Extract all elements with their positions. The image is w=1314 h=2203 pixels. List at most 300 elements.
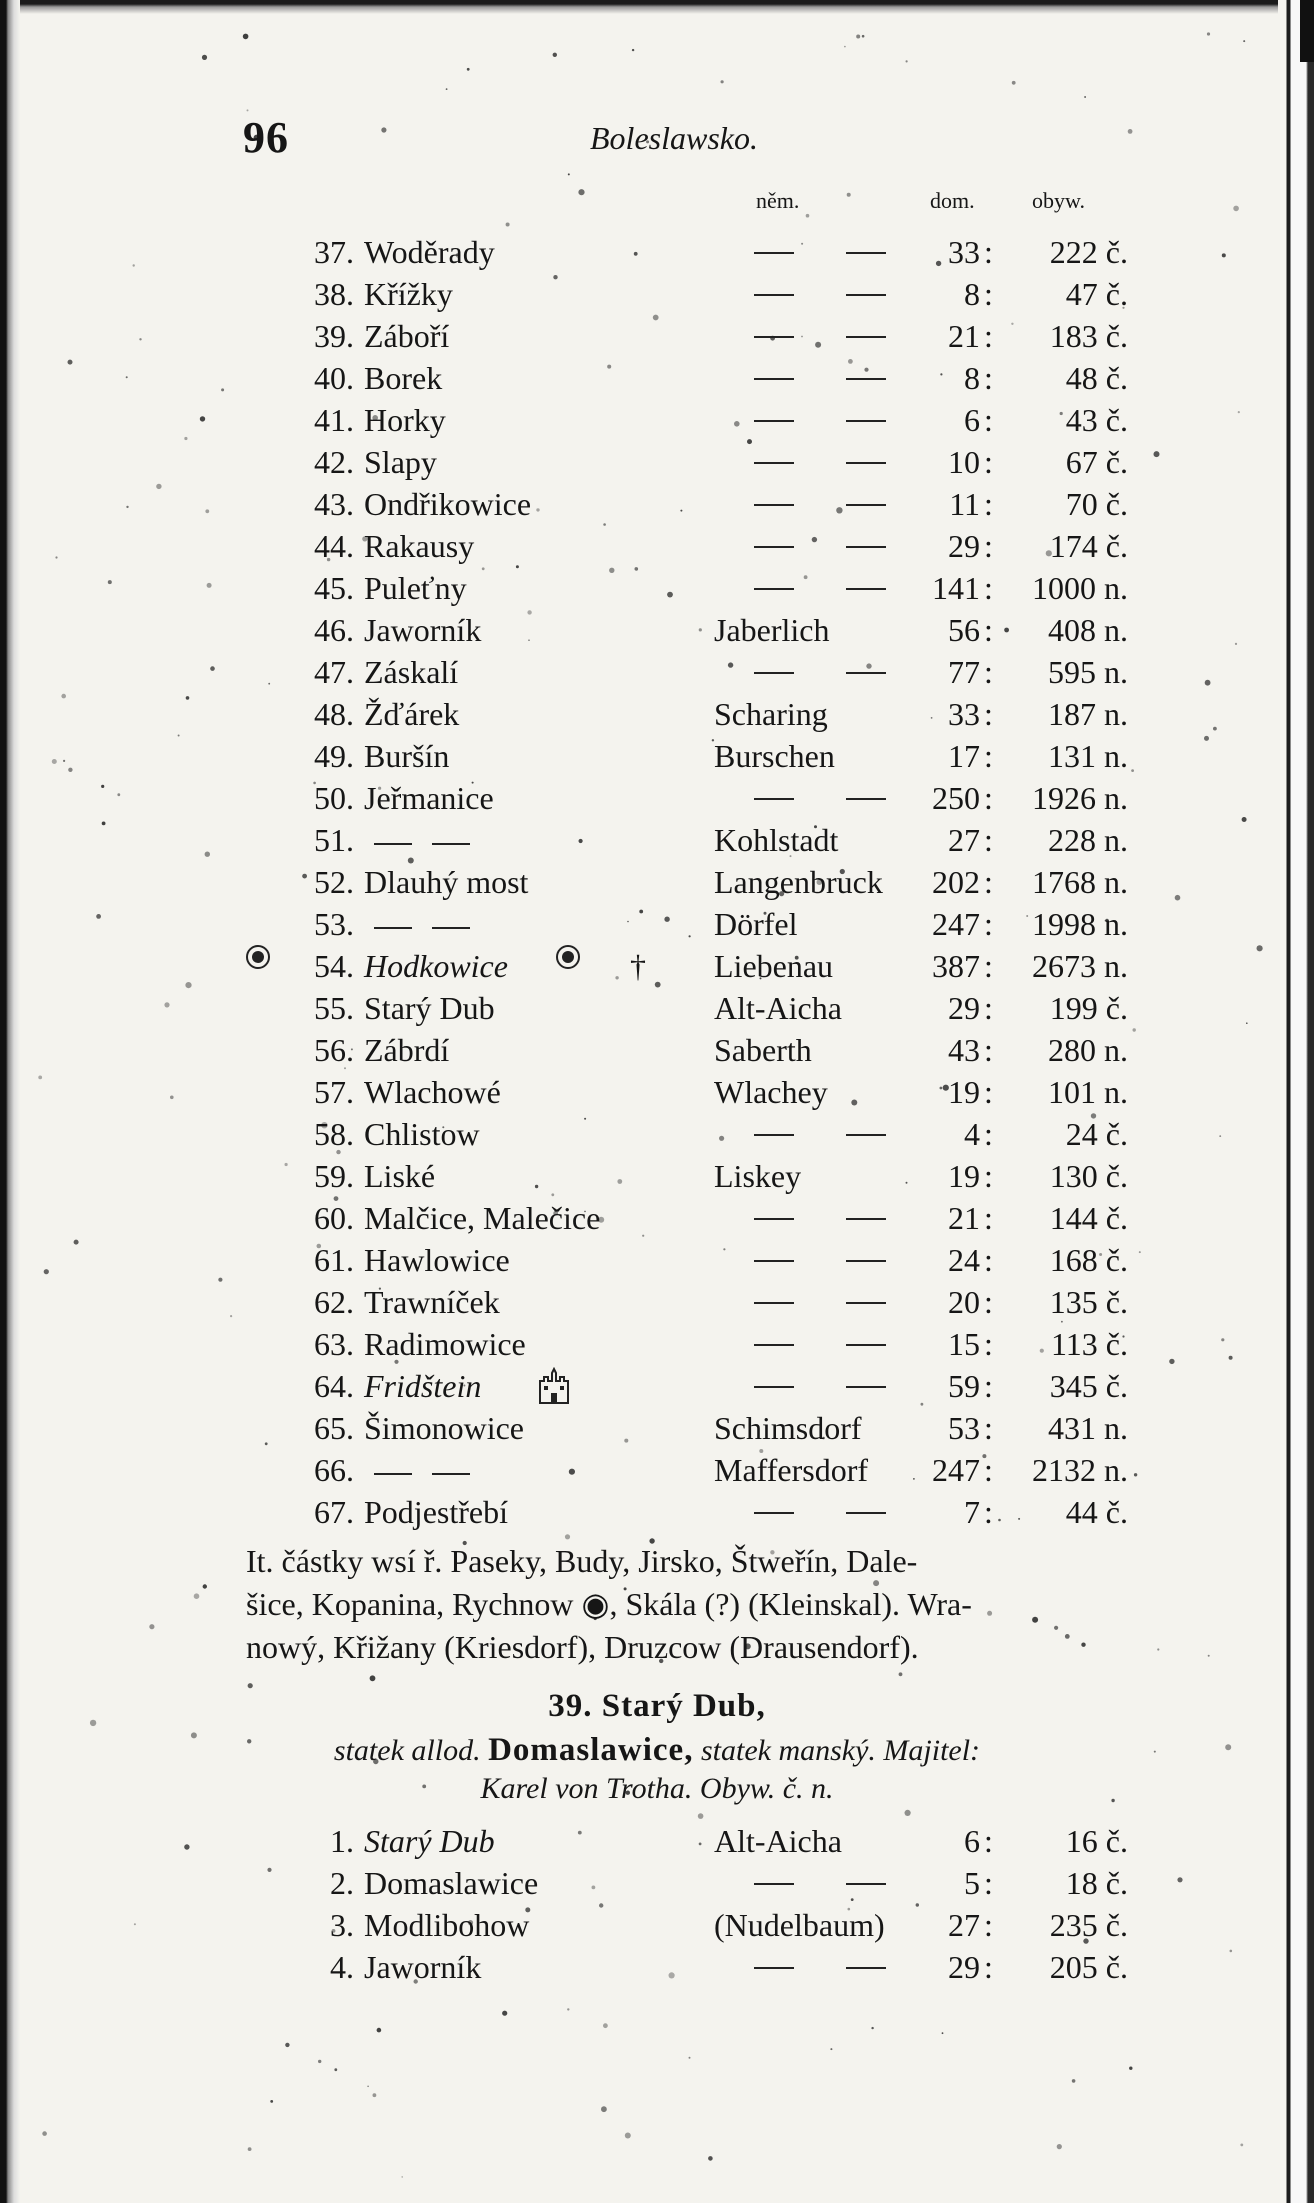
ditto-dash	[754, 420, 794, 422]
ditto-dash	[846, 294, 886, 296]
colon-separator: :	[984, 822, 993, 858]
ditto-dash	[754, 1512, 794, 1514]
row-number: 51.	[314, 822, 354, 858]
column-header-dom: dom.	[930, 188, 975, 213]
speckle	[844, 46, 846, 48]
ditto-dash	[846, 1512, 886, 1514]
row-number: 45.	[314, 570, 354, 606]
speckle	[1128, 129, 1133, 134]
colon-separator: :	[984, 696, 993, 732]
village-name: Křížky	[364, 276, 453, 312]
german-name: Langenbruck	[714, 864, 883, 900]
population: 431 n.	[1048, 1410, 1128, 1446]
row-number: 47.	[314, 654, 354, 690]
colon-separator: :	[984, 1326, 993, 1362]
table-row	[0, 777, 1314, 819]
row-number: 64.	[314, 1368, 354, 1404]
house-count: 7	[964, 1494, 980, 1530]
colon-separator: :	[984, 1284, 993, 1320]
speckle	[202, 55, 207, 60]
house-count: 27	[948, 822, 980, 858]
village-name: Chlistow	[364, 1116, 480, 1152]
speckle	[467, 68, 470, 71]
house-count: 6	[964, 1823, 980, 1859]
village-name: Buršín	[364, 738, 450, 774]
speckle	[318, 2060, 321, 2063]
note-line: nowý, Křižany (Kriesdorf), Druzcow (Drausendorf).	[246, 1629, 919, 1665]
village-name: Fridštein	[364, 1368, 482, 1404]
table-row	[0, 1323, 1314, 1365]
row-number: 61.	[314, 1242, 354, 1278]
speckle	[377, 2028, 382, 2033]
population: 168 č.	[1049, 1242, 1128, 1278]
german-name: Maffersdorf	[714, 1452, 869, 1488]
population: 43 č.	[1065, 402, 1128, 438]
row-number: 50.	[314, 780, 354, 816]
row-number: 49.	[314, 738, 354, 774]
ditto-dash	[374, 843, 412, 845]
row-number: 41.	[314, 402, 354, 438]
row-number: 52.	[314, 864, 354, 900]
german-name: Liskey	[714, 1158, 802, 1194]
colon-separator: :	[984, 990, 993, 1026]
house-count: 21	[948, 1200, 980, 1236]
population: 183 č.	[1049, 318, 1128, 354]
population: 44 č.	[1065, 1494, 1128, 1530]
speckle	[1208, 1655, 1210, 1657]
speckle	[578, 189, 584, 195]
ditto-dash	[846, 546, 886, 548]
speckle	[1057, 2144, 1062, 2149]
ditto-dash	[846, 1344, 886, 1346]
table-row	[0, 945, 1314, 987]
house-count: 59	[948, 1368, 980, 1404]
speckle	[1243, 40, 1245, 42]
speckle	[899, 1672, 903, 1676]
ditto-dash	[754, 336, 794, 338]
colon-separator: :	[984, 1823, 993, 1859]
population: 187 n.	[1048, 696, 1128, 732]
row-number: 37.	[314, 234, 354, 270]
ditto-dash	[754, 1967, 794, 1969]
table-row	[0, 1071, 1314, 1113]
colon-separator: :	[984, 1032, 993, 1068]
house-count: 387	[932, 948, 980, 984]
row-number: 62.	[314, 1284, 354, 1320]
table-row	[0, 231, 1314, 273]
ditto-dash	[846, 378, 886, 380]
speckle	[942, 2032, 944, 2034]
population: 16 č.	[1065, 1823, 1128, 1859]
house-count: 29	[948, 1949, 980, 1985]
estate-name: Domaslawice,	[488, 1732, 694, 1768]
speckle	[1084, 96, 1086, 98]
speckle	[367, 2086, 369, 2088]
speckle	[565, 1534, 570, 1539]
house-count: 247	[932, 906, 980, 942]
village-name: Modlibohow	[364, 1907, 530, 1943]
speckle	[1233, 206, 1239, 212]
german-name: Alt-Aicha	[714, 990, 842, 1026]
ditto-dash	[754, 1302, 794, 1304]
speckle	[906, 60, 908, 62]
ditto-dash	[846, 1260, 886, 1262]
house-count: 27	[948, 1907, 980, 1943]
ditto-dash	[754, 462, 794, 464]
speckle	[149, 1624, 154, 1629]
row-number: 54.	[314, 948, 354, 984]
colon-separator: :	[984, 780, 993, 816]
colon-separator: :	[984, 360, 993, 396]
population: 205 č.	[1049, 1949, 1128, 1985]
speckle	[401, 2176, 403, 2178]
colon-separator: :	[984, 1865, 993, 1901]
parish-cross-icon: †	[630, 948, 646, 984]
row-number: 63.	[314, 1326, 354, 1362]
row-number: 43.	[314, 486, 354, 522]
row-number: 1.	[330, 1823, 354, 1859]
colon-separator: :	[984, 318, 993, 354]
population: 408 n.	[1048, 612, 1128, 648]
population: 67 č.	[1065, 444, 1128, 480]
table-row	[0, 1239, 1314, 1281]
village-name: Jaworník	[364, 1949, 482, 1985]
row-number: 59.	[314, 1158, 354, 1194]
ditto-dash	[754, 294, 794, 296]
row-number: 44.	[314, 528, 354, 564]
population: 130 č.	[1049, 1158, 1128, 1194]
speckle	[856, 35, 860, 39]
house-count: 56	[948, 612, 980, 648]
village-name-ditto	[364, 819, 480, 861]
speckle	[1240, 2144, 1243, 2147]
colon-separator: :	[984, 1949, 993, 1985]
row-number: 42.	[314, 444, 354, 480]
german-name: Burschen	[714, 738, 835, 774]
table-row	[0, 987, 1314, 1029]
village-name-ditto	[364, 1449, 480, 1491]
ditto-dash	[846, 1967, 886, 1969]
village-name: Zábrdí	[364, 1032, 450, 1068]
table-row	[0, 273, 1314, 315]
population: 1000 n.	[1032, 570, 1128, 606]
population: 101 n.	[1048, 1074, 1128, 1110]
row-number: 58.	[314, 1116, 354, 1152]
ditto-dash	[754, 798, 794, 800]
ditto-dash	[846, 588, 886, 590]
speckle	[625, 2133, 631, 2139]
house-count: 33	[948, 234, 980, 270]
ditto-dash	[846, 504, 886, 506]
population: 1926 n.	[1032, 780, 1128, 816]
village-name: Slapy	[364, 444, 437, 480]
village-name: Borek	[364, 360, 443, 396]
colon-separator: :	[984, 528, 993, 564]
colon-separator: :	[984, 1410, 993, 1446]
table-row	[0, 1449, 1314, 1491]
table-row	[0, 1491, 1314, 1533]
ditto-dash	[754, 1386, 794, 1388]
row-number: 48.	[314, 696, 354, 732]
speckle	[603, 2023, 608, 2028]
ditto-dash	[754, 588, 794, 590]
colon-separator: :	[984, 1242, 993, 1278]
speckle	[243, 34, 249, 40]
speckle	[871, 2027, 873, 2029]
house-count: 17	[948, 738, 980, 774]
colon-separator: :	[984, 1074, 993, 1110]
note-line: It. částky wsí ř. Paseky, Budy, Jirsko, Štweřín, Dale-	[246, 1543, 918, 1579]
row-number: 38.	[314, 276, 354, 312]
row-number: 2.	[330, 1865, 354, 1901]
colon-separator: :	[984, 612, 993, 648]
village-name: Ondřikowice	[364, 486, 532, 522]
house-count: 20	[948, 1284, 980, 1320]
speckle	[506, 223, 510, 227]
village-name: Žďárek	[364, 696, 460, 732]
house-count: 141	[932, 570, 980, 606]
speckle	[567, 2008, 569, 2010]
speckle	[1072, 2079, 1076, 2083]
ditto-dash	[754, 546, 794, 548]
ditto-dash	[846, 1134, 886, 1136]
table-row	[0, 483, 1314, 525]
village-name: Trawníček	[364, 1284, 500, 1320]
row-number: 65.	[314, 1410, 354, 1446]
ditto-dash	[846, 462, 886, 464]
ditto-dash	[432, 927, 470, 929]
speckle	[370, 1675, 376, 1681]
ditto-dash	[846, 798, 886, 800]
village-name: Dlauhý most	[364, 864, 529, 900]
population: 113 č.	[1050, 1326, 1128, 1362]
ditto-dash	[846, 420, 886, 422]
table-row	[0, 1904, 1314, 1946]
ditto-dash	[754, 1883, 794, 1885]
german-name: Saberth	[714, 1032, 812, 1068]
ditto-dash	[754, 1260, 794, 1262]
village-name: Záboří	[364, 318, 450, 354]
owner-line: Karel von Trotha. Obyw. č. n.	[480, 1772, 834, 1805]
speckle	[502, 2011, 507, 2016]
house-count: 43	[948, 1032, 980, 1068]
speckle	[632, 49, 634, 51]
speckle	[806, 214, 810, 218]
village-name: Starý Dub	[364, 990, 495, 1026]
ditto-dash	[846, 336, 886, 338]
speckle	[42, 2131, 47, 2136]
colon-separator: :	[984, 738, 993, 774]
house-count: 5	[964, 1865, 980, 1901]
speckle	[698, 1813, 704, 1819]
page-number: 96	[243, 113, 289, 162]
village-name: Woděrady	[364, 234, 495, 270]
speckle	[553, 53, 557, 57]
ditto-dash	[846, 1883, 886, 1885]
ditto-dash	[754, 1134, 794, 1136]
town-circle-icon	[246, 945, 270, 969]
house-count: 53	[948, 1410, 980, 1446]
table-row	[0, 651, 1314, 693]
german-name: Scharing	[714, 696, 828, 732]
row-number: 56.	[314, 1032, 354, 1068]
german-name: Dörfel	[714, 906, 798, 942]
house-count: 8	[964, 360, 980, 396]
colon-separator: :	[984, 654, 993, 690]
village-name: Domaslawice	[364, 1865, 539, 1901]
colon-separator: :	[984, 1494, 993, 1530]
village-name: Puleťny	[364, 570, 467, 606]
speckle	[381, 127, 386, 132]
population: 1768 n.	[1032, 864, 1128, 900]
ditto-dash	[754, 672, 794, 674]
population: 228 n.	[1048, 822, 1128, 858]
village-name: Rakausy	[364, 528, 475, 564]
running-head: Boleslawsko.	[590, 120, 758, 156]
ditto-dash	[754, 378, 794, 380]
speckle	[708, 2156, 713, 2161]
speckle	[601, 2106, 607, 2112]
speckle	[689, 2057, 691, 2059]
population: 2132 n.	[1032, 1452, 1128, 1488]
population: 144 č.	[1049, 1200, 1128, 1236]
table-row	[0, 1029, 1314, 1071]
table-row	[0, 1820, 1314, 1862]
colon-separator: :	[984, 1200, 993, 1236]
speckle	[446, 88, 448, 90]
village-name: Jaworník	[364, 612, 482, 648]
row-number: 66.	[314, 1452, 354, 1488]
colon-separator: :	[984, 570, 993, 606]
village-name: Liské	[364, 1158, 436, 1194]
colon-separator: :	[984, 444, 993, 480]
population: 2673 n.	[1032, 948, 1128, 984]
row-number: 53.	[314, 906, 354, 942]
population: 70 č.	[1065, 486, 1128, 522]
house-count: 10	[948, 444, 980, 480]
colon-separator: :	[984, 1452, 993, 1488]
table-row	[0, 525, 1314, 567]
table-row	[0, 1946, 1314, 1988]
table-row	[0, 693, 1314, 735]
note-line: šice, Kopanina, Rychnow ◉, Skála (?) (Kleinskal). Wra-	[246, 1586, 972, 1622]
row-number: 67.	[314, 1494, 354, 1530]
estate-prefix: statek allod.	[333, 1734, 481, 1767]
section-heading: 39. Starý Dub,	[548, 1688, 766, 1724]
speckle	[248, 2147, 252, 2151]
german-name: Alt-Aicha	[714, 1823, 842, 1859]
village-name-ditto	[364, 903, 480, 945]
speckle	[1129, 2067, 1132, 2070]
column-header-nem: něm.	[756, 188, 800, 213]
speckle	[1157, 1648, 1159, 1650]
ditto-dash	[432, 1473, 470, 1475]
row-number: 3.	[330, 1907, 354, 1943]
village-name: Horky	[364, 402, 446, 438]
house-count: 77	[948, 654, 980, 690]
colon-separator: :	[984, 1368, 993, 1404]
table-row	[0, 357, 1314, 399]
village-name: Radimowice	[364, 1326, 526, 1362]
speckle	[905, 1810, 911, 1816]
speckle	[334, 2068, 337, 2071]
house-count: 24	[948, 1242, 980, 1278]
castle-icon	[536, 1367, 572, 1405]
house-count: 11	[949, 486, 980, 522]
house-count: 29	[948, 990, 980, 1026]
house-count: 19	[948, 1074, 980, 1110]
table-row	[0, 819, 1314, 861]
table-row	[0, 609, 1314, 651]
village-name: Hodkowice	[364, 948, 508, 984]
ditto-dash	[432, 843, 470, 845]
speckle	[373, 2093, 377, 2097]
population: 345 č.	[1049, 1368, 1128, 1404]
table-row	[0, 861, 1314, 903]
row-number: 4.	[330, 1949, 354, 1985]
population: 24 č.	[1065, 1116, 1128, 1152]
speckle	[830, 2048, 832, 2050]
speckle	[862, 35, 865, 38]
house-count: 19	[948, 1158, 980, 1194]
speckle	[270, 2100, 273, 2103]
speckle	[1207, 32, 1210, 35]
ditto-dash	[754, 1344, 794, 1346]
village-name: Starý Dub	[364, 1823, 495, 1859]
population: 222 č.	[1049, 234, 1128, 270]
speckle	[847, 193, 851, 197]
table-row	[0, 1281, 1314, 1323]
ditto-dash	[754, 252, 794, 254]
row-number: 57.	[314, 1074, 354, 1110]
house-count: 247	[932, 1452, 980, 1488]
population: 199 č.	[1049, 990, 1128, 1026]
house-count: 250	[932, 780, 980, 816]
colon-separator: :	[984, 234, 993, 270]
population: 135 č.	[1049, 1284, 1128, 1320]
german-name: Jaberlich	[714, 612, 830, 648]
population: 47 č.	[1065, 276, 1128, 312]
table-row	[0, 1197, 1314, 1239]
house-count: 33	[948, 696, 980, 732]
ditto-dash	[846, 252, 886, 254]
ditto-dash	[374, 927, 412, 929]
colon-separator: :	[984, 1116, 993, 1152]
population: 18 č.	[1065, 1865, 1128, 1901]
house-count: 4	[964, 1116, 980, 1152]
ditto-dash	[846, 1386, 886, 1388]
german-name: Wlachey	[714, 1074, 828, 1110]
colon-separator: :	[984, 906, 993, 942]
population: 48 č.	[1065, 360, 1128, 396]
population: 595 n.	[1048, 654, 1128, 690]
colon-separator: :	[984, 948, 993, 984]
speckle	[721, 80, 724, 83]
estate-suffix: statek manský. Majitel:	[700, 1734, 981, 1767]
house-count: 29	[948, 528, 980, 564]
table-row	[0, 1862, 1314, 1904]
colon-separator: :	[984, 402, 993, 438]
column-header-obyw: obyw.	[1032, 188, 1085, 213]
table-row	[0, 441, 1314, 483]
house-count: 202	[932, 864, 980, 900]
population: 235 č.	[1049, 1907, 1128, 1943]
table-row	[0, 735, 1314, 777]
german-name: Liebenau	[714, 948, 834, 984]
speckle	[568, 173, 570, 175]
row-number: 40.	[314, 360, 354, 396]
house-count: 15	[948, 1326, 980, 1362]
